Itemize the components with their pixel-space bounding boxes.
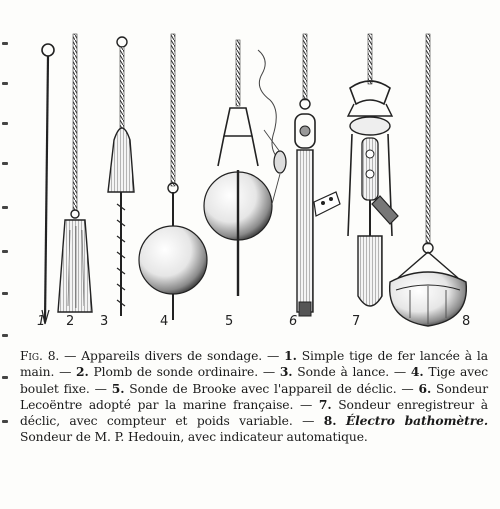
apparatus-1-iron-rod [42,44,54,324]
caption-item-text: Sondeur Lecoëntre adopté par la marine française. [20,381,489,412]
figure-number-6: 6 [289,314,298,329]
figure-number-1: 1 [37,314,46,329]
apparatus-8-electro-bathometer [390,34,467,326]
caption-item-number: 5. [111,380,125,396]
figure-number-3: 3 [100,314,109,329]
caption-item-text: Sonde à lance. [297,365,390,380]
left-margin-marks [0,36,12,456]
caption-item-number: 1. [284,348,297,363]
caption-item-number: 3. [279,364,293,380]
figure-number-8: 8 [462,314,471,329]
figure-number-5: 5 [225,314,234,329]
apparatus-5-brooke-sounder [204,40,286,296]
apparatus-4-rod-with-ball [139,34,207,320]
caption-item-number: 7. [318,396,332,412]
caption-item-text: Simple tige de fer lancée à la main. [20,349,488,380]
caption-item-number: 2. [76,364,89,380]
apparatus-2-sounding-lead [58,34,92,312]
figure-number-7: 7 [352,314,361,329]
figure-number-4: 4 [160,314,169,329]
caption-item-text: Tige avec boulet fixe. [20,365,489,396]
caption-item-text: Sonde de Brooke avec l'appareil de déclic. [129,381,397,396]
caption-item-text: Sondeur de M. P. Hedouin, avec indicateur automatique. [20,430,368,445]
apparatus-6-lecoentre-sounder [295,34,340,316]
caption-item-text: Sondeur enregistreur à déclic, avec compteur et poids variable. [20,397,489,429]
figure-numbers [0,314,500,338]
caption-item-italic-title: Électro bathomètre. [345,413,489,429]
caption-item-text: Plomb de sonde ordinaire. [93,365,259,380]
apparatus-7-registering-sounder [348,34,398,306]
caption-title: Appareils divers de sondage. [81,349,263,363]
caption-figure-label: Fig. 8. [20,349,60,363]
caption-item-number: 6. [418,380,432,396]
apparatus-3-lance-sounding [108,37,134,316]
sounding-apparatus-illustration [18,20,488,350]
caption-item-number: 4. [410,364,424,380]
figure-caption: Fig. 8. — Appareils divers de sondage. — 1. Simple tige de fer lancée à la main. — 2. Plomb de sonde ordinaire. — 3. Sonde à lance. — 4. Tige avec boulet fixe. — 5. Sonde de Brooke avec l'appareil de déclic. — 6. Sondeur Lecoëntre adopté par la marine française. — 7. Sondeur enregistreur à déclic, avec compteur et poids variable. — 8. Électro bathomètre. Sondeur de M. P. Hedouin, avec indicateur automatique. [20,348,489,445]
figure-number-2: 2 [66,314,75,329]
caption-item-number: 8. [323,413,337,429]
